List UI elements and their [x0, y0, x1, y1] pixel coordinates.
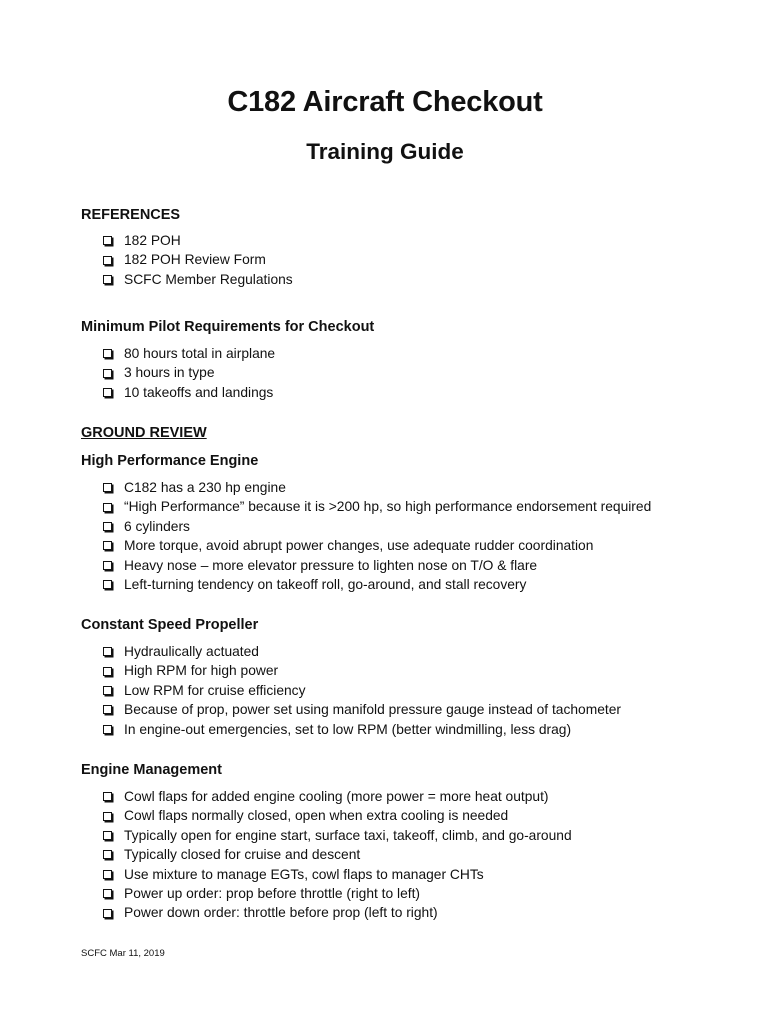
constant-speed-propeller-heading: Constant Speed Propeller: [81, 617, 259, 633]
page-subtitle: Training Guide: [306, 139, 464, 164]
checkbox-icon: [103, 889, 112, 898]
checklist-item: [103, 363, 275, 382]
checklist-item: [103, 536, 651, 555]
checklist-item-label: “High Performance” because it is >200 hp, so high performance endorsement required: [124, 499, 652, 515]
checkbox-icon: [103, 812, 112, 821]
checklist-item-label: Typically closed for cruise and descent: [124, 847, 361, 863]
checklist-item-label: Power down order: throttle before prop (left to right): [124, 905, 438, 921]
checklist-item-label: 182 POH Review Form: [124, 252, 266, 268]
checkbox-icon: [103, 831, 112, 840]
checklist-item: [103, 517, 651, 536]
checkbox-icon: [103, 522, 112, 531]
checklist-item-label: Cowl flaps for added engine cooling (more power = more heat output): [124, 789, 549, 804]
checklist-item: [103, 903, 572, 922]
checklist-item: [103, 575, 651, 594]
checkbox-icon: [103, 483, 112, 492]
checklist-item-label: Because of prop, power set using manifold pressure gauge instead of tachometer: [124, 702, 621, 718]
engine-management-list: [103, 787, 572, 923]
checkbox-icon: [103, 369, 112, 378]
checklist-item-label: SCFC Member Regulations: [124, 271, 293, 287]
checklist-item: [103, 787, 572, 806]
checklist-item: [103, 344, 275, 363]
footer-date: SCFC Mar 11, 2019: [81, 948, 165, 959]
checklist-item: [103, 497, 651, 516]
checkbox-icon: [103, 275, 112, 284]
ground-review-heading: GROUND REVIEW: [81, 425, 207, 441]
checklist-item-label: Use mixture to manage EGTs, cowl flaps to manager CHTs: [124, 866, 484, 882]
checklist-item-label: Typically open for engine start, surface taxi, takeoff, climb, and go-around: [124, 827, 572, 843]
checklist-item: [103, 845, 572, 864]
checklist-item: [103, 556, 651, 575]
checklist-item: [103, 700, 621, 719]
constant-speed-propeller-list: [103, 642, 621, 739]
checkbox-icon: [103, 850, 112, 859]
checkbox-icon: [103, 256, 112, 265]
checkbox-icon: [103, 870, 112, 879]
checkbox-icon: [103, 909, 112, 918]
checkbox-icon: [103, 580, 112, 589]
checklist-item: [103, 642, 621, 661]
checklist-item-label: More torque, avoid abrupt power changes, use adequate rudder coordination: [124, 538, 594, 554]
checkbox-icon: [103, 388, 112, 397]
checkbox-icon: [103, 541, 112, 550]
checkbox-icon: [103, 349, 112, 358]
checklist-item-label: 80 hours total in airplane: [124, 346, 276, 361]
checkbox-icon: [103, 792, 112, 801]
checklist-item: [103, 720, 621, 739]
checkbox-icon: [103, 561, 112, 570]
checklist-item: [103, 478, 651, 497]
checklist-item-label: Power up order: prop before throttle (right to left): [124, 885, 421, 901]
checklist-item-label: 182 POH: [124, 233, 181, 248]
checklist-item: [103, 865, 572, 884]
engine-management-heading: Engine Management: [81, 762, 222, 778]
checklist-item: [103, 270, 293, 289]
checklist-item-label: 10 takeoffs and landings: [124, 384, 274, 400]
checklist-item-label: Heavy nose – more elevator pressure to lighten nose on T/O & flare: [124, 557, 538, 573]
checklist-item: [103, 231, 293, 250]
references-heading: REFERENCES: [81, 207, 181, 223]
checklist-item-label: 6 cylinders: [124, 518, 190, 534]
checkbox-icon: [103, 236, 112, 245]
minimum-requirements-list: [103, 344, 275, 402]
checkbox-icon: [103, 725, 112, 734]
checklist-item-label: Left-turning tendency on takeoff roll, go-around, and stall recovery: [124, 576, 527, 592]
checklist-item: [103, 681, 621, 700]
checkbox-icon: [103, 647, 112, 656]
checklist-item: [103, 806, 572, 825]
high-performance-engine-heading: High Performance Engine: [81, 453, 259, 469]
checklist-item-label: Low RPM for cruise efficiency: [124, 682, 306, 698]
checkbox-icon: [103, 705, 112, 714]
page-title: C182 Aircraft Checkout: [227, 86, 543, 118]
checkbox-icon: [103, 503, 112, 512]
checklist-item: [103, 383, 275, 402]
checklist-item: [103, 250, 293, 269]
references-list: [103, 231, 293, 289]
checklist-item-label: High RPM for high power: [124, 663, 279, 679]
checklist-item: [103, 884, 572, 903]
checklist-item: [103, 826, 572, 845]
checklist-item-label: C182 has a 230 hp engine: [124, 480, 286, 495]
checklist-item-label: 3 hours in type: [124, 365, 215, 381]
checklist-item-label: In engine-out emergencies, set to low RPM (better windmilling, less drag): [124, 721, 572, 737]
minimum-requirements-heading: Minimum Pilot Requirements for Checkout: [81, 319, 375, 335]
checkbox-icon: [103, 686, 112, 695]
checkbox-icon: [103, 667, 112, 676]
high-performance-engine-list: [103, 478, 651, 594]
checklist-item: [103, 661, 621, 680]
checklist-item-label: Hydraulically actuated: [124, 644, 259, 659]
checklist-item-label: Cowl flaps normally closed, open when extra cooling is needed: [124, 808, 509, 824]
